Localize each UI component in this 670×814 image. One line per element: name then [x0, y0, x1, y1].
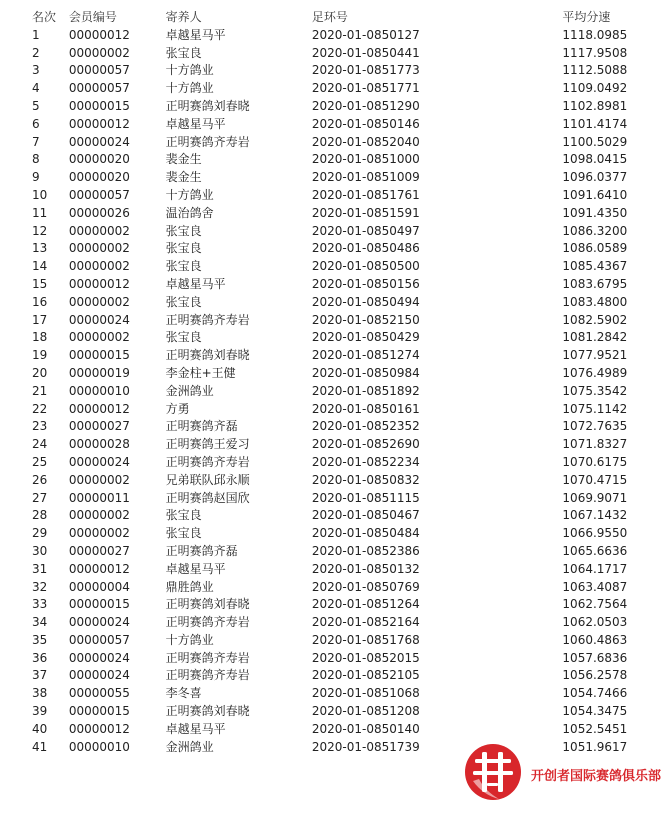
- cell-member-no: 00000002: [68, 294, 130, 309]
- cell-ring-no: 2020-01-0850127: [311, 27, 420, 42]
- table-row: [0, 383, 670, 401]
- cell-member-no: 00000015: [68, 98, 130, 113]
- cell-ring-no: 2020-01-0851761: [311, 187, 420, 202]
- cell-rank: 35: [32, 632, 48, 647]
- cell-avg-speed: 1052.5451: [562, 721, 628, 736]
- cell-member-no: 00000010: [68, 739, 130, 754]
- cell-rank: 14: [32, 259, 48, 274]
- cell-owner: 裴金生: [165, 152, 202, 167]
- header-member-no: 会员编号: [68, 10, 117, 24]
- table-row: [0, 276, 670, 294]
- table-row: [0, 329, 670, 347]
- cell-member-no: 00000024: [68, 454, 130, 469]
- cell-owner: 卓越星马平: [165, 721, 226, 736]
- cell-member-no: 00000002: [68, 526, 130, 541]
- cell-ring-no: 2020-01-0851290: [311, 98, 420, 113]
- cell-ring-no: 2020-01-0851739: [311, 739, 420, 754]
- table-row: [0, 62, 670, 80]
- cell-ring-no: 2020-01-0850467: [311, 508, 420, 523]
- cell-avg-speed: 1101.4174: [562, 116, 628, 131]
- cell-ring-no: 2020-01-0850494: [311, 294, 420, 309]
- cell-owner: 正明赛鸽刘春晓: [165, 597, 250, 612]
- cell-member-no: 00000012: [68, 561, 130, 576]
- table-row: [0, 650, 670, 668]
- cell-rank: 20: [32, 365, 48, 380]
- cell-rank: 10: [32, 187, 48, 202]
- table-row: [0, 347, 670, 365]
- cell-owner: 张宝良: [165, 294, 202, 309]
- cell-rank: 23: [32, 419, 48, 434]
- cell-owner: 金洲鸽业: [165, 739, 214, 754]
- cell-avg-speed: 1091.4350: [562, 205, 628, 220]
- cell-member-no: 00000002: [68, 45, 130, 60]
- cell-rank: 2: [32, 45, 40, 60]
- cell-owner: 金洲鸽业: [165, 383, 214, 398]
- cell-member-no: 00000012: [68, 401, 130, 416]
- cell-owner: 正明赛鸽齐磊: [165, 419, 238, 434]
- cell-avg-speed: 1071.8327: [562, 437, 628, 452]
- cell-owner: 十方鸽业: [165, 63, 214, 78]
- table-row: [0, 151, 670, 169]
- cell-ring-no: 2020-01-0852015: [311, 650, 420, 665]
- cell-member-no: 00000027: [68, 543, 130, 558]
- cell-avg-speed: 1057.6836: [562, 650, 628, 665]
- cell-owner: 裴金生: [165, 170, 202, 185]
- cell-ring-no: 2020-01-0851208: [311, 704, 420, 719]
- cell-member-no: 00000015: [68, 704, 130, 719]
- cell-avg-speed: 1070.6175: [562, 454, 628, 469]
- cell-member-no: 00000010: [68, 383, 130, 398]
- cell-owner: 卓越星马平: [165, 276, 226, 291]
- cell-owner: 正明赛鸽刘春晓: [165, 98, 250, 113]
- table-row: [0, 561, 670, 579]
- table-row: [0, 703, 670, 721]
- cell-member-no: 00000024: [68, 668, 130, 683]
- cell-member-no: 00000012: [68, 116, 130, 131]
- table-row: [0, 596, 670, 614]
- cell-ring-no: 2020-01-0850832: [311, 472, 420, 487]
- cell-member-no: 00000012: [68, 721, 130, 736]
- cell-owner: 温治鸽舍: [165, 205, 214, 220]
- cell-rank: 37: [32, 668, 48, 683]
- cell-owner: 方勇: [165, 401, 190, 416]
- cell-rank: 33: [32, 597, 48, 612]
- cell-avg-speed: 1054.3475: [562, 704, 628, 719]
- table-row: [0, 294, 670, 312]
- cell-avg-speed: 1083.4800: [562, 294, 628, 309]
- cell-owner: 正明赛鸽齐寿岩: [165, 454, 250, 469]
- cell-owner: 张宝良: [165, 223, 202, 238]
- table-row: [0, 240, 670, 258]
- header-avg-speed: 平均分速: [562, 10, 611, 24]
- table-row: [0, 27, 670, 45]
- cell-ring-no: 2020-01-0851773: [311, 63, 420, 78]
- table-body: [0, 27, 670, 757]
- cell-ring-no: 2020-01-0851768: [311, 632, 420, 647]
- cell-ring-no: 2020-01-0850500: [311, 259, 420, 274]
- cell-avg-speed: 1075.3542: [562, 383, 628, 398]
- cell-ring-no: 2020-01-0852352: [311, 419, 420, 434]
- cell-rank: 39: [32, 704, 48, 719]
- cell-rank: 19: [32, 348, 48, 363]
- cell-avg-speed: 1098.0415: [562, 152, 628, 167]
- cell-member-no: 00000012: [68, 276, 130, 291]
- club-watermark: [463, 741, 663, 803]
- table-row: [0, 169, 670, 187]
- cell-ring-no: 2020-01-0850140: [311, 721, 420, 736]
- cell-avg-speed: 1076.4989: [562, 365, 628, 380]
- cell-member-no: 00000015: [68, 597, 130, 612]
- cell-ring-no: 2020-01-0851009: [311, 170, 420, 185]
- table-row: [0, 258, 670, 276]
- cell-owner: 正明赛鸽齐寿岩: [165, 312, 250, 327]
- cell-rank: 4: [32, 81, 40, 96]
- cell-ring-no: 2020-01-0850486: [311, 241, 420, 256]
- cell-owner: 张宝良: [165, 45, 202, 60]
- cell-owner: 鼎胜鸽业: [165, 579, 214, 594]
- cell-avg-speed: 1085.4367: [562, 259, 628, 274]
- table-row: [0, 614, 670, 632]
- cell-ring-no: 2020-01-0852690: [311, 437, 420, 452]
- cell-rank: 15: [32, 276, 48, 291]
- cell-owner: 正明赛鸽齐寿岩: [165, 650, 250, 665]
- cell-rank: 41: [32, 739, 48, 754]
- header-rank: 名次: [32, 10, 57, 24]
- cell-rank: 3: [32, 63, 40, 78]
- cell-ring-no: 2020-01-0852150: [311, 312, 420, 327]
- table-header: [0, 9, 670, 27]
- table-row: [0, 721, 670, 739]
- red-seal-logo-icon: [463, 741, 523, 803]
- cell-rank: 38: [32, 686, 48, 701]
- cell-ring-no: 2020-01-0850984: [311, 365, 420, 380]
- cell-avg-speed: 1082.5902: [562, 312, 628, 327]
- table-row: [0, 116, 670, 134]
- cell-member-no: 00000004: [68, 579, 130, 594]
- cell-ring-no: 2020-01-0850156: [311, 276, 420, 291]
- cell-rank: 29: [32, 526, 48, 541]
- cell-ring-no: 2020-01-0852164: [311, 615, 420, 630]
- cell-member-no: 00000024: [68, 134, 130, 149]
- cell-member-no: 00000026: [68, 205, 130, 220]
- club-name: 开创者国际赛鸽俱乐部: [531, 769, 662, 784]
- cell-member-no: 00000011: [68, 490, 130, 505]
- table-row: [0, 685, 670, 703]
- cell-rank: 31: [32, 561, 48, 576]
- cell-ring-no: 2020-01-0850146: [311, 116, 420, 131]
- cell-avg-speed: 1100.5029: [562, 134, 628, 149]
- table-row: [0, 187, 670, 205]
- cell-ring-no: 2020-01-0851892: [311, 383, 420, 398]
- cell-member-no: 00000057: [68, 632, 130, 647]
- cell-rank: 27: [32, 490, 48, 505]
- cell-avg-speed: 1060.4863: [562, 632, 628, 647]
- cell-avg-speed: 1051.9617: [562, 739, 628, 754]
- cell-avg-speed: 1091.6410: [562, 187, 628, 202]
- cell-owner: 十方鸽业: [165, 81, 214, 96]
- table-row: [0, 134, 670, 152]
- table-row: [0, 436, 670, 454]
- cell-rank: 6: [32, 116, 40, 131]
- header-row: [0, 9, 670, 27]
- cell-avg-speed: 1086.3200: [562, 223, 628, 238]
- cell-ring-no: 2020-01-0850484: [311, 526, 420, 541]
- cell-member-no: 00000002: [68, 259, 130, 274]
- cell-owner: 张宝良: [165, 259, 202, 274]
- cell-rank: 18: [32, 330, 48, 345]
- cell-ring-no: 2020-01-0851591: [311, 205, 420, 220]
- cell-owner: 张宝良: [165, 526, 202, 541]
- cell-avg-speed: 1096.0377: [562, 170, 628, 185]
- cell-member-no: 00000002: [68, 241, 130, 256]
- cell-owner: 正明赛鸽赵国欣: [165, 490, 250, 505]
- cell-ring-no: 2020-01-0850441: [311, 45, 420, 60]
- cell-owner: 李金柱+王健: [165, 365, 236, 380]
- cell-member-no: 00000020: [68, 170, 130, 185]
- cell-owner: 张宝良: [165, 241, 202, 256]
- header-owner: 寄养人: [165, 10, 202, 24]
- cell-member-no: 00000024: [68, 650, 130, 665]
- cell-avg-speed: 1083.6795: [562, 276, 628, 291]
- table-row: [0, 579, 670, 597]
- cell-avg-speed: 1067.1432: [562, 508, 628, 523]
- cell-avg-speed: 1069.9071: [562, 490, 628, 505]
- cell-owner: 兄弟联队邱永顺: [165, 472, 250, 487]
- cell-rank: 8: [32, 152, 40, 167]
- cell-rank: 22: [32, 401, 48, 416]
- cell-member-no: 00000027: [68, 419, 130, 434]
- cell-rank: 32: [32, 579, 48, 594]
- table-row: [0, 490, 670, 508]
- cell-member-no: 00000012: [68, 27, 130, 42]
- cell-avg-speed: 1075.1142: [562, 401, 628, 416]
- table-row: [0, 98, 670, 116]
- cell-ring-no: 2020-01-0851264: [311, 597, 420, 612]
- cell-owner: 十方鸽业: [165, 632, 214, 647]
- cell-member-no: 00000057: [68, 63, 130, 78]
- cell-avg-speed: 1062.0503: [562, 615, 628, 630]
- cell-rank: 9: [32, 170, 40, 185]
- cell-rank: 17: [32, 312, 48, 327]
- cell-member-no: 00000002: [68, 508, 130, 523]
- table-row: [0, 472, 670, 490]
- cell-owner: 正明赛鸽刘春晓: [165, 348, 250, 363]
- cell-ring-no: 2020-01-0850161: [311, 401, 420, 416]
- cell-owner: 正明赛鸽齐寿岩: [165, 668, 250, 683]
- cell-rank: 25: [32, 454, 48, 469]
- cell-avg-speed: 1109.0492: [562, 81, 628, 96]
- cell-avg-speed: 1066.9550: [562, 526, 628, 541]
- cell-owner: 十方鸽业: [165, 187, 214, 202]
- cell-avg-speed: 1081.2842: [562, 330, 628, 345]
- cell-ring-no: 2020-01-0851771: [311, 81, 420, 96]
- header-ring-no: 足环号: [311, 10, 348, 24]
- cell-rank: 26: [32, 472, 48, 487]
- cell-rank: 34: [32, 615, 48, 630]
- table-row: [0, 45, 670, 63]
- cell-ring-no: 2020-01-0852386: [311, 543, 420, 558]
- cell-owner: 张宝良: [165, 330, 202, 345]
- cell-ring-no: 2020-01-0850429: [311, 330, 420, 345]
- cell-ring-no: 2020-01-0851000: [311, 152, 420, 167]
- cell-ring-no: 2020-01-0850497: [311, 223, 420, 238]
- cell-member-no: 00000024: [68, 312, 130, 327]
- cell-ring-no: 2020-01-0851068: [311, 686, 420, 701]
- cell-member-no: 00000002: [68, 330, 130, 345]
- table-row: [0, 80, 670, 98]
- cell-rank: 36: [32, 650, 48, 665]
- cell-avg-speed: 1065.6636: [562, 543, 628, 558]
- table-row: [0, 632, 670, 650]
- cell-member-no: 00000002: [68, 472, 130, 487]
- cell-rank: 11: [32, 205, 48, 220]
- cell-owner: 卓越星马平: [165, 116, 226, 131]
- table-row: [0, 365, 670, 383]
- cell-avg-speed: 1077.9521: [562, 348, 628, 363]
- cell-member-no: 00000002: [68, 223, 130, 238]
- cell-member-no: 00000015: [68, 348, 130, 363]
- cell-member-no: 00000057: [68, 81, 130, 96]
- table-row: [0, 418, 670, 436]
- cell-rank: 30: [32, 543, 48, 558]
- cell-rank: 16: [32, 294, 48, 309]
- cell-ring-no: 2020-01-0851274: [311, 348, 420, 363]
- cell-avg-speed: 1056.2578: [562, 668, 628, 683]
- cell-member-no: 00000020: [68, 152, 130, 167]
- cell-ring-no: 2020-01-0850132: [311, 561, 420, 576]
- cell-rank: 7: [32, 134, 40, 149]
- table-row: [0, 525, 670, 543]
- cell-owner: 正明赛鸽刘春晓: [165, 704, 250, 719]
- cell-rank: 1: [32, 27, 40, 42]
- cell-owner: 张宝良: [165, 508, 202, 523]
- table-row: [0, 312, 670, 330]
- cell-rank: 12: [32, 223, 48, 238]
- table-row: [0, 401, 670, 419]
- cell-ring-no: 2020-01-0852234: [311, 454, 420, 469]
- cell-ring-no: 2020-01-0851115: [311, 490, 420, 505]
- cell-owner: 李冬喜: [165, 686, 202, 701]
- cell-rank: 28: [32, 508, 48, 523]
- table-row: [0, 205, 670, 223]
- cell-owner: 正明赛鸽齐磊: [165, 543, 238, 558]
- cell-member-no: 00000024: [68, 615, 130, 630]
- cell-avg-speed: 1112.5088: [562, 63, 628, 78]
- results-table: [0, 9, 670, 756]
- cell-member-no: 00000028: [68, 437, 130, 452]
- table-row: [0, 543, 670, 561]
- cell-avg-speed: 1063.4087: [562, 579, 628, 594]
- cell-avg-speed: 1054.7466: [562, 686, 628, 701]
- cell-member-no: 00000019: [68, 365, 130, 380]
- cell-member-no: 00000055: [68, 686, 130, 701]
- cell-ring-no: 2020-01-0852105: [311, 668, 420, 683]
- cell-rank: 13: [32, 241, 48, 256]
- cell-rank: 21: [32, 383, 48, 398]
- cell-avg-speed: 1062.7564: [562, 597, 628, 612]
- cell-owner: 卓越星马平: [165, 561, 226, 576]
- cell-owner: 正明赛鸽王爱习: [165, 437, 250, 452]
- cell-avg-speed: 1117.9508: [562, 45, 628, 60]
- cell-avg-speed: 1086.0589: [562, 241, 628, 256]
- table-row: [0, 454, 670, 472]
- cell-rank: 40: [32, 721, 48, 736]
- cell-avg-speed: 1118.0985: [562, 27, 628, 42]
- cell-rank: 24: [32, 437, 48, 452]
- cell-avg-speed: 1064.1717: [562, 561, 628, 576]
- cell-rank: 5: [32, 98, 40, 113]
- cell-avg-speed: 1070.4715: [562, 472, 628, 487]
- cell-member-no: 00000057: [68, 187, 130, 202]
- cell-owner: 正明赛鸽齐寿岩: [165, 615, 250, 630]
- cell-ring-no: 2020-01-0850769: [311, 579, 420, 594]
- cell-avg-speed: 1072.7635: [562, 419, 628, 434]
- cell-owner: 卓越星马平: [165, 27, 226, 42]
- cell-owner: 正明赛鸽齐寿岩: [165, 134, 250, 149]
- cell-avg-speed: 1102.8981: [562, 98, 628, 113]
- cell-ring-no: 2020-01-0852040: [311, 134, 420, 149]
- table-row: [0, 667, 670, 685]
- table-row: [0, 507, 670, 525]
- table-row: [0, 223, 670, 241]
